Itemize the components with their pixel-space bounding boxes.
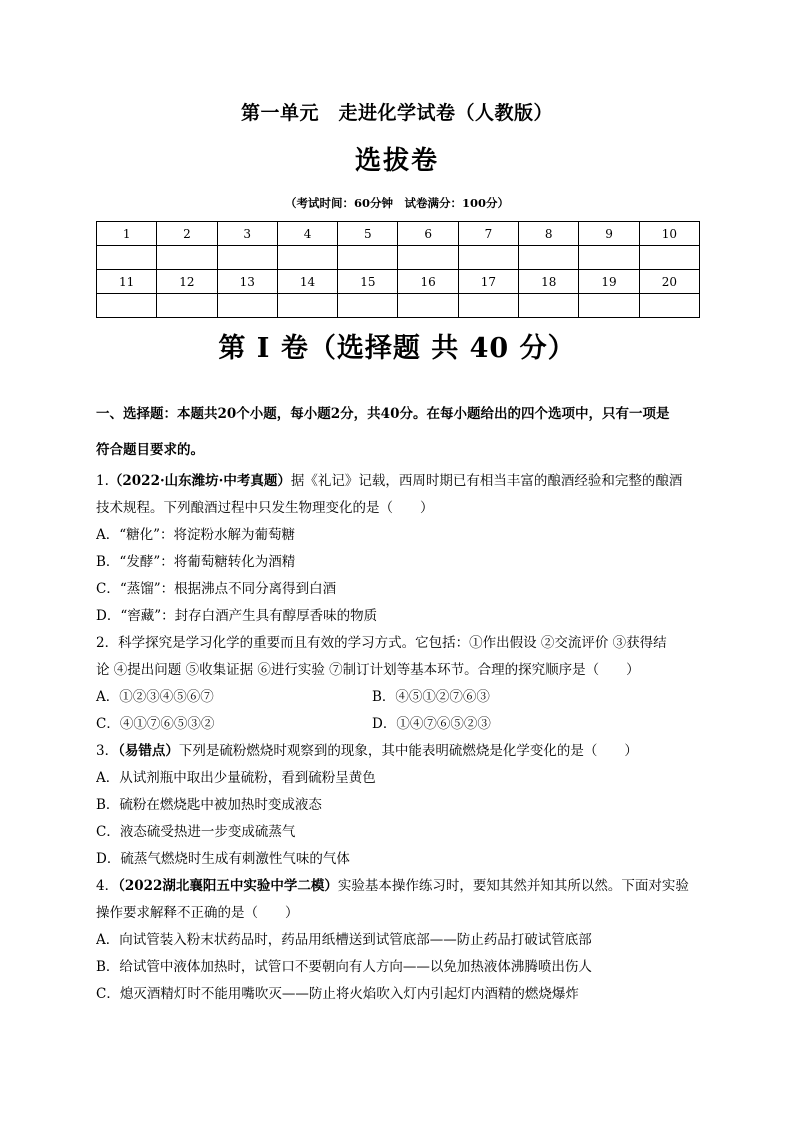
answer-cell[interactable] bbox=[217, 246, 277, 270]
answer-cell[interactable] bbox=[157, 294, 217, 318]
question-stem-text: 据《礼记》记载，西周时期已有相当丰富的酿酒经验和完整的酿酒 bbox=[290, 473, 683, 489]
grid-number: 8 bbox=[519, 222, 579, 246]
option-b[interactable]: B．硫粉在燃烧匙中被加热时变成液态 bbox=[96, 797, 322, 813]
grid-number: 5 bbox=[338, 222, 398, 246]
answer-cell[interactable] bbox=[639, 294, 699, 318]
question-stem bbox=[96, 873, 702, 900]
option-a[interactable]: A．①②③④⑤⑥⑦ bbox=[96, 689, 214, 705]
option-d[interactable]: D．①④⑦⑥⑤②③ bbox=[372, 716, 491, 732]
option-a[interactable]: A．从试剂瓶中取出少量硫粉，看到硫粉呈黄色 bbox=[96, 770, 376, 786]
answer-cell[interactable] bbox=[338, 246, 398, 270]
grid-number: 13 bbox=[217, 270, 277, 294]
answer-cell[interactable] bbox=[398, 294, 458, 318]
answer-grid-answer-row-2 bbox=[97, 294, 700, 318]
grid-number: 14 bbox=[277, 270, 337, 294]
question-2 bbox=[96, 630, 702, 738]
exam-info: （考试时间：60分钟 试卷满分：100分） bbox=[284, 196, 509, 210]
instructions-line-2: 符合题目要求的。 bbox=[96, 442, 204, 458]
option-c[interactable]: C．“蒸馏”：根据沸点不同分离得到白酒 bbox=[96, 581, 337, 597]
answer-cell[interactable] bbox=[519, 294, 579, 318]
instructions-line-1: 一、选择题：本题共20个小题，每小题2分，共40分。在每小题给出的四个选项中，只有一项是 bbox=[96, 406, 670, 422]
option-a[interactable]: A．向试管装入粉末状药品时，药品用纸槽送到试管底部——防止药品打破试管底部 bbox=[96, 932, 592, 948]
answer-cell[interactable] bbox=[157, 246, 217, 270]
question-source: （2022湖北襄阳五中实验中学二模） bbox=[118, 878, 338, 894]
exam-subtitle: 选拔卷 bbox=[354, 146, 439, 176]
section-instructions bbox=[96, 396, 702, 468]
question-source: （易错点） bbox=[118, 743, 179, 759]
answer-cell[interactable] bbox=[579, 294, 639, 318]
answer-grid-header-row-2 bbox=[97, 270, 700, 294]
answer-cell[interactable] bbox=[398, 246, 458, 270]
grid-number: 20 bbox=[639, 270, 699, 294]
grid-number: 3 bbox=[217, 222, 277, 246]
question-stem-cont: 论 ④提出问题 ⑤收集证据 ⑥进行实验 ⑦制订计划等基本环节。合理的探究顺序是（ ） bbox=[96, 662, 640, 678]
question-3 bbox=[96, 738, 702, 873]
option-d[interactable]: D．“窖藏”：封存白酒产生具有醇厚香味的物质 bbox=[96, 608, 378, 624]
answer-cell[interactable] bbox=[97, 246, 157, 270]
question-number: 1. bbox=[96, 473, 109, 489]
answer-cell[interactable] bbox=[338, 294, 398, 318]
grid-number: 15 bbox=[338, 270, 398, 294]
grid-number: 11 bbox=[97, 270, 157, 294]
question-source: （2022·山东潍坊·中考真题） bbox=[108, 473, 291, 489]
question-stem bbox=[96, 738, 702, 765]
grid-number: 16 bbox=[398, 270, 458, 294]
option-a[interactable]: A．“糖化”：将淀粉水解为葡萄糖 bbox=[96, 527, 296, 543]
answer-cell[interactable] bbox=[277, 246, 337, 270]
options-row bbox=[96, 684, 702, 711]
grid-number: 1 bbox=[97, 222, 157, 246]
answer-cell[interactable] bbox=[217, 294, 277, 318]
grid-number: 19 bbox=[579, 270, 639, 294]
question-stem-text: 实验基本操作练习时，要知其然并知其所以然。下面对实验 bbox=[337, 878, 689, 894]
option-d[interactable]: D．硫蒸气燃烧时生成有刺激性气味的气体 bbox=[96, 851, 350, 867]
question-stem: 2．科学探究是学习化学的重要而且有效的学习方式。它包括：①作出假设 ②交流评价 ③获得结 bbox=[96, 635, 667, 651]
options-row bbox=[96, 711, 702, 738]
answer-cell[interactable] bbox=[519, 246, 579, 270]
answer-cell[interactable] bbox=[277, 294, 337, 318]
answer-cell[interactable] bbox=[458, 246, 518, 270]
grid-number: 6 bbox=[398, 222, 458, 246]
option-b[interactable]: B．“发酵”：将葡萄糖转化为酒精 bbox=[96, 554, 296, 570]
question-1 bbox=[96, 468, 702, 630]
question-list bbox=[96, 468, 702, 1008]
grid-number: 7 bbox=[458, 222, 518, 246]
answer-cell[interactable] bbox=[579, 246, 639, 270]
option-c[interactable]: C．④①⑦⑥⑤③② bbox=[96, 716, 215, 732]
question-stem-text: 下列是硫粉燃烧时观察到的现象，其中能表明硫燃烧是化学变化的是（ ） bbox=[178, 743, 638, 759]
option-c[interactable]: C．熄灭酒精灯时不能用嘴吹灭——防止将火焰吹入灯内引起灯内酒精的燃烧爆炸 bbox=[96, 986, 579, 1002]
grid-number: 12 bbox=[157, 270, 217, 294]
question-4 bbox=[96, 873, 702, 1008]
question-number: 4． bbox=[96, 878, 119, 894]
grid-number: 10 bbox=[639, 222, 699, 246]
exam-title: 第一单元 走进化学试卷（人教版） bbox=[240, 102, 553, 124]
answer-cell[interactable] bbox=[639, 246, 699, 270]
question-stem-cont: 技术规程。下列酿酒过程中只发生物理变化的是（ ） bbox=[96, 500, 434, 516]
grid-number: 9 bbox=[579, 222, 639, 246]
grid-number: 17 bbox=[458, 270, 518, 294]
option-c[interactable]: C．液态硫受热进一步变成硫蒸气 bbox=[96, 824, 296, 840]
grid-number: 2 bbox=[157, 222, 217, 246]
grid-number: 18 bbox=[519, 270, 579, 294]
question-stem-cont: 操作要求解释不正确的是（ ） bbox=[96, 905, 299, 921]
answer-grid-header-row-1 bbox=[97, 222, 700, 246]
answer-grid bbox=[96, 221, 700, 318]
question-stem bbox=[96, 468, 702, 495]
grid-number: 4 bbox=[277, 222, 337, 246]
answer-cell[interactable] bbox=[458, 294, 518, 318]
question-number: 3． bbox=[96, 743, 119, 759]
option-b[interactable]: B．④⑤①②⑦⑥③ bbox=[372, 689, 490, 705]
option-b[interactable]: B．给试管中液体加热时，试管口不要朝向有人方向——以免加热液体沸腾喷出伤人 bbox=[96, 959, 592, 975]
answer-cell[interactable] bbox=[97, 294, 157, 318]
answer-grid-answer-row-1 bbox=[97, 246, 700, 270]
section-heading: 第 I 卷（选择题 共 40 分） bbox=[218, 333, 576, 364]
